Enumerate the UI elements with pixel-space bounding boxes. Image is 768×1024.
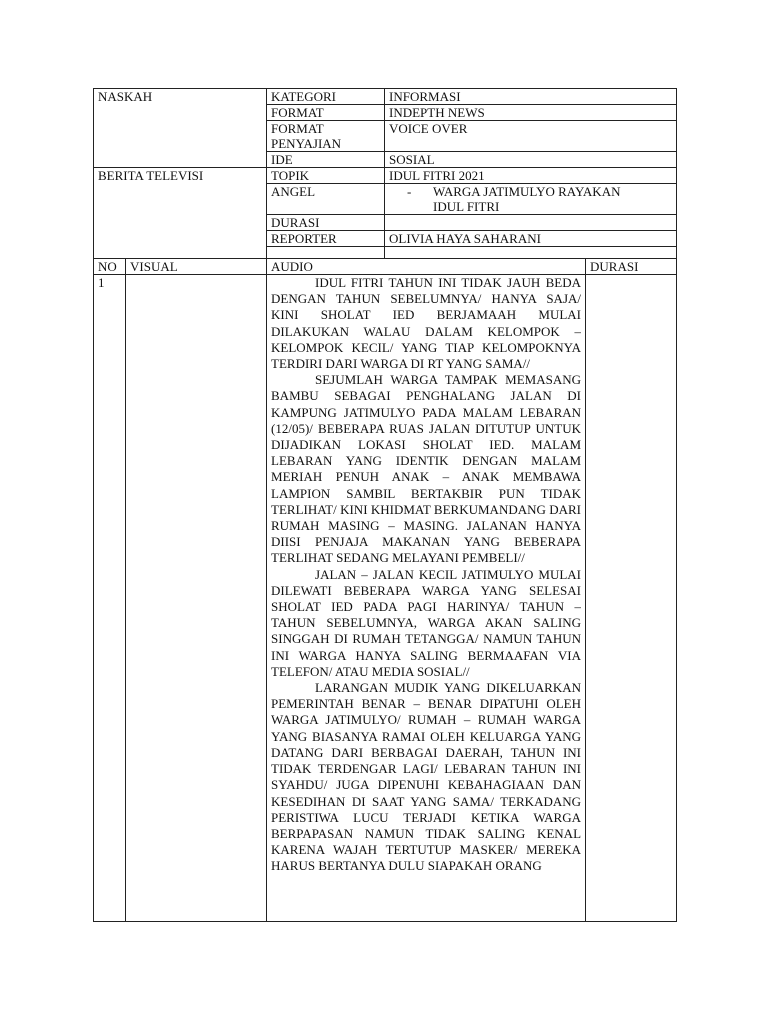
- audio-paragraph-3: JALAN – JALAN KECIL JATIMULYO MULAI DILEWATI BEBERAPA WARGA YANG SELESAI SHOLAT IED PADA PAGI HARINYA/ TAHUN – TAHUN SEBELUMNYA, WARGA AKAN SALING SINGGAH DI RUMAH TETANGGA/ NAMUN TAHUN INI WARGA HANYA SALING BERMAAFAN VIA TELEFON/ ATAU MEDIA SOSIAL//: [271, 566, 582, 679]
- angel-label: ANGEL: [267, 184, 385, 215]
- row-audio: [267, 275, 586, 922]
- spacer-cell-a: [267, 247, 385, 259]
- row-no: 1: [94, 275, 126, 922]
- durasi-value: [385, 215, 677, 231]
- spacer-cell-b: [385, 247, 677, 259]
- kategori-label: KATEGORI: [267, 89, 385, 105]
- format-penyajian-value: VOICE OVER: [385, 121, 677, 152]
- topik-label: TOPIK: [267, 168, 385, 184]
- topik-value: IDUL FITRI 2021: [385, 168, 677, 184]
- audio-paragraph-4: LARANGAN MUDIK YANG DIKELUARKAN PEMERINTAH BENAR – BENAR DIPATUHI OLEH WARGA JATIMULYO/ RUMAH – RUMAH WARGA YANG BIASANYA RAMAI OLEH KELUARGA YANG DATANG DARI BERBAGAI DAERAH, TAHUN INI TIDAK TERDENGAR LAGI/ LEBARAN TAHUN INI SYAHDU/ JUGA DIPENUHI KEBAHAGIAAN DAN KESEDIHAN DI SAAT YANG SAMA/ TERKADANG PERISTIWA LUCU TERJADI KETIKA WARGA BERPAPASAN NAMUN TIDAK SALING KENAL KARENA WAJAH TERTUTUP MASKER/ MEREKA HARUS BERTANYA DULU SIAPAKAH ORANG: [271, 680, 582, 874]
- angel-line-1: [389, 184, 672, 199]
- kategori-value: INFORMASI: [385, 89, 677, 105]
- angel-text-2: IDUL FITRI: [433, 199, 500, 214]
- naskah-cell: NASKAH: [94, 89, 267, 168]
- angel-dash: -: [407, 184, 412, 199]
- script-table: [93, 88, 677, 922]
- format-value: INDEPTH NEWS: [385, 105, 677, 121]
- col-audio: AUDIO: [267, 259, 586, 275]
- reporter-label: REPORTER: [267, 231, 385, 247]
- column-header-row: [94, 259, 677, 275]
- audio-paragraph-1: IDUL FITRI TAHUN INI TIDAK JAUH BEDA DENGAN TAHUN SEBELUMNYA/ HANYA SAJA/ KINI SHOLAT IED BERJAMAAH MULAI DILAKUKAN WALAU DALAM KELOMPOK – KELOMPOK KECIL/ YANG TIAP KELOMPOKNYA TERDIRI DARI WARGA DI RT YANG SAMA//: [271, 275, 582, 372]
- col-visual: VISUAL: [126, 259, 267, 275]
- header-row-kategori: [94, 89, 677, 105]
- angel-value: [385, 184, 677, 215]
- angel-text-1: WARGA JATIMULYO RAYAKAN: [433, 184, 621, 199]
- col-durasi: DURASI: [586, 259, 677, 275]
- berita-televisi-cell: BERITA TELEVISI: [94, 168, 267, 259]
- audio-text: [271, 275, 581, 921]
- row-visual: [126, 275, 267, 922]
- row-durasi: [586, 275, 677, 922]
- reporter-value: OLIVIA HAYA SAHARANI: [385, 231, 677, 247]
- ide-value: SOSIAL: [385, 152, 677, 168]
- durasi-label: DURASI: [267, 215, 385, 231]
- ide-label: IDE: [267, 152, 385, 168]
- audio-paragraph-2: SEJUMLAH WARGA TAMPAK MEMASANG BAMBU SEBAGAI PENGHALANG JALAN DI KAMPUNG JATIMULYO PADA MALAM LEBARAN (12/05)/ BEBERAPA RUAS JALAN DITUTUP UNTUK DIJADIKAN LOKASI SHOLAT IED. MALAM LEBARAN YANG IDENTIK DENGAN MALAM MERIAH PENUH ANAK – ANAK MEMBAWA LAMPION SAMBIL BERTAKBIR PUN TIDAK TERLIHAT/ KINI KHIDMAT BERKUMANDANG DARI RUMAH MASING – MASING. JALANAN HANYA DIISI PENJAJA MAKANAN YANG BEBERAPA TERLIHAT SEDANG MELAYANI PEMBELI//: [271, 372, 582, 566]
- col-no: NO: [94, 259, 126, 275]
- table-row: [94, 275, 677, 922]
- header-row-topik: [94, 168, 677, 184]
- format-label: FORMAT: [267, 105, 385, 121]
- format-penyajian-label: FORMAT PENYAJIAN: [267, 121, 385, 152]
